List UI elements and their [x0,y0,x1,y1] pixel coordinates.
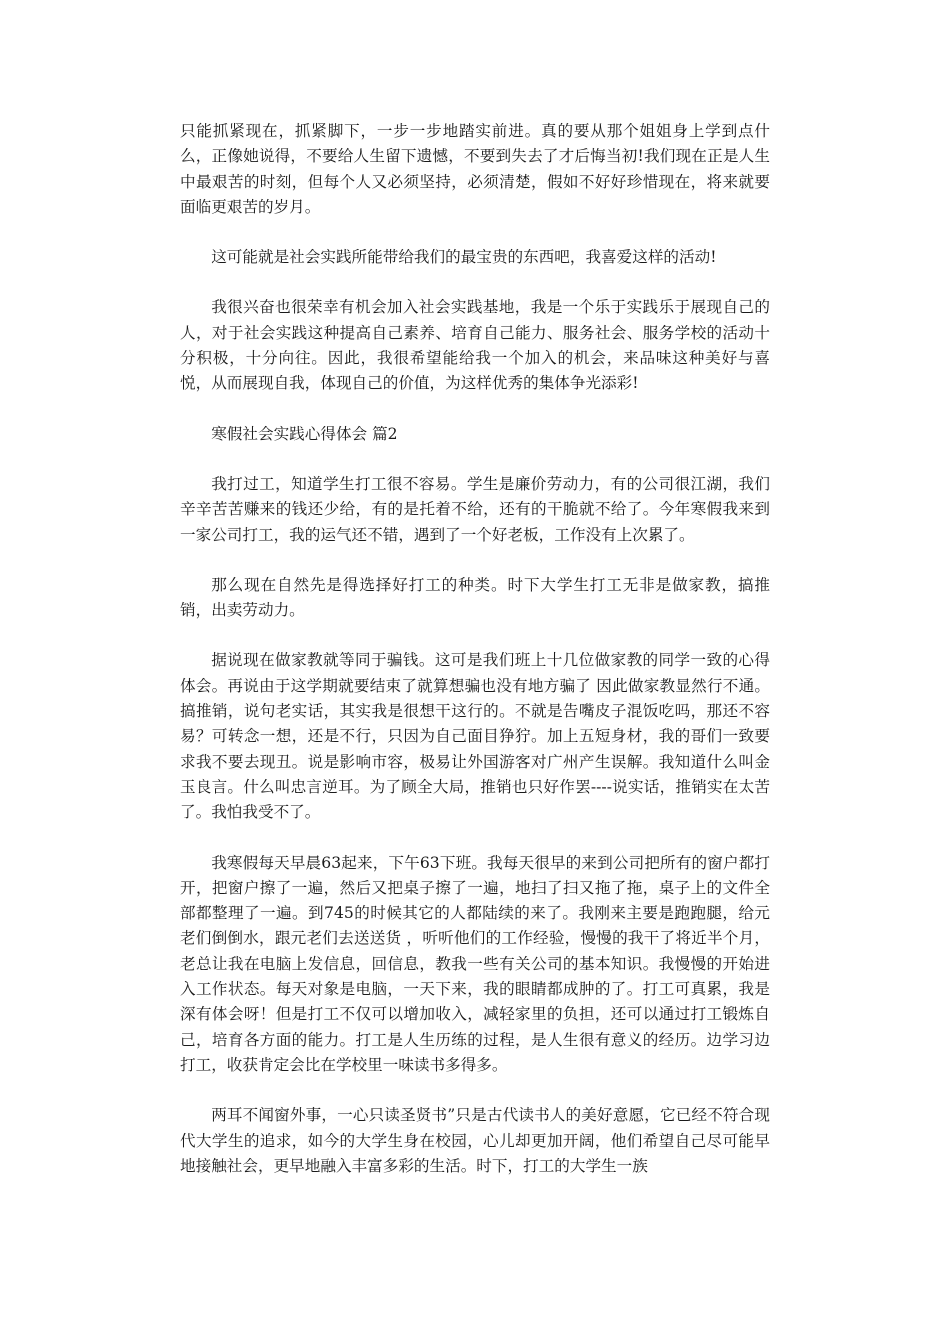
section-heading: 寒假社会实践心得体会 篇2 [211,424,398,443]
paragraph-1: 只能抓紧现在，抓紧脚下，一步一步地踏实前进。真的要从那个姐姐身上学到点什么，正像她说得，不要给人生留下遗憾，不要到失去了才后悔当初!我们现在正是人生中最艰苦的时刻，但每个人又必须坚持，必须清楚，假如不好好珍惜现在，将来就要面临更艰苦的岁月。 [180,122,770,216]
document-body [180,119,770,1204]
paragraph-5: 那么现在自然先是得选择好打工的种类。时下大学生打工无非是做家教，搞推销，出卖劳动力。 [180,575,770,620]
paragraph-4: 我打过工，知道学生打工很不容易。学生是廉价劳动力，有的公司很江湖，我们辛辛苦苦赚来的钱还少给，有的是托着不给，还有的干脆就不给了。今年寒假我来到一家公司打工，我的运气还不错，遇到了一个好老板，工作没有上次累了。 [180,474,770,544]
paragraph-8: 两耳不闻窗外事，一心只读圣贤书”只是古代读书人的美好意愿，它已经不符合现代大学生的追求，如今的大学生身在校园，心儿却更加开阔，他们希望自己尽可能早地接触社会，更早地融入丰富多彩的生活。时下，打工的大学生一族 [180,1106,770,1175]
paragraph-2: 这可能就是社会实践所能带给我们的最宝贵的东西吧，我喜爱这样的活动! [211,248,717,267]
paragraph-6: 据说现在做家教就等同于骗钱。这可是我们班上十几位做家教的同学一致的心得体会。再说由于这学期就要结束了就算想骗也没有地方骗了 因此做家教显然行不通。搞推销，说句老实话，其实我是很想干这行的。不就是告嘴皮子混饭吃吗，那还不容易？可转念一想，还是不行，只因为自己面目狰狞。加上五短身材，我的哥们一致要求我不要去现丑。说是影响市容，极易让外国游客对广州产生误解。我知道什么叫金玉良言。什么叫忠言逆耳。为了顾全大局，推销也只好作罢----说实话，推销实在太苦了。我怕我受不了。 [180,651,770,822]
paragraph-3: 我很兴奋也很荣幸有机会加入社会实践基地，我是一个乐于实践乐于展现自己的人，对于社会实践这种提高自己素养、培育自己能力、服务社会、服务学校的活动十分积极，十分向往。因此，我很希望能给我一个加入的机会，来品味这种美好与喜悦，从而展现自我，体现自己的价值，为这样优秀的集体争光添彩! [180,298,770,393]
paragraph-7: 我寒假每天早晨63起来，下午63下班。我每天很早的来到公司把所有的窗户都打开，把窗户擦了一遍，然后又把桌子擦了一遍，地扫了扫又拖了拖，桌子上的文件全部都整理了一遍。到745的时候其它的人都陆续的来了。我刚来主要是跑跑腿，给元老们倒倒水，跟元老们去送送货 ，听听他们的工作经验，慢慢的我干了将近半个月，老总让我在电脑上发信息，回信息，教我一些有关公司的基本知识。我慢慢的开始进入工作状态。每天对象是电脑，一天下来，我的眼睛都成肿的了。打工可真累，我是深有体会呀！但是打工不仅可以增加收入，减轻家里的负担，还可以通过打工锻炼自己，培育各方面的能力。打工是人生历练的过程，是人生很有意义的经历。边学习边打工，收获肯定会比在学校里一味读书多得多。 [180,853,770,1074]
